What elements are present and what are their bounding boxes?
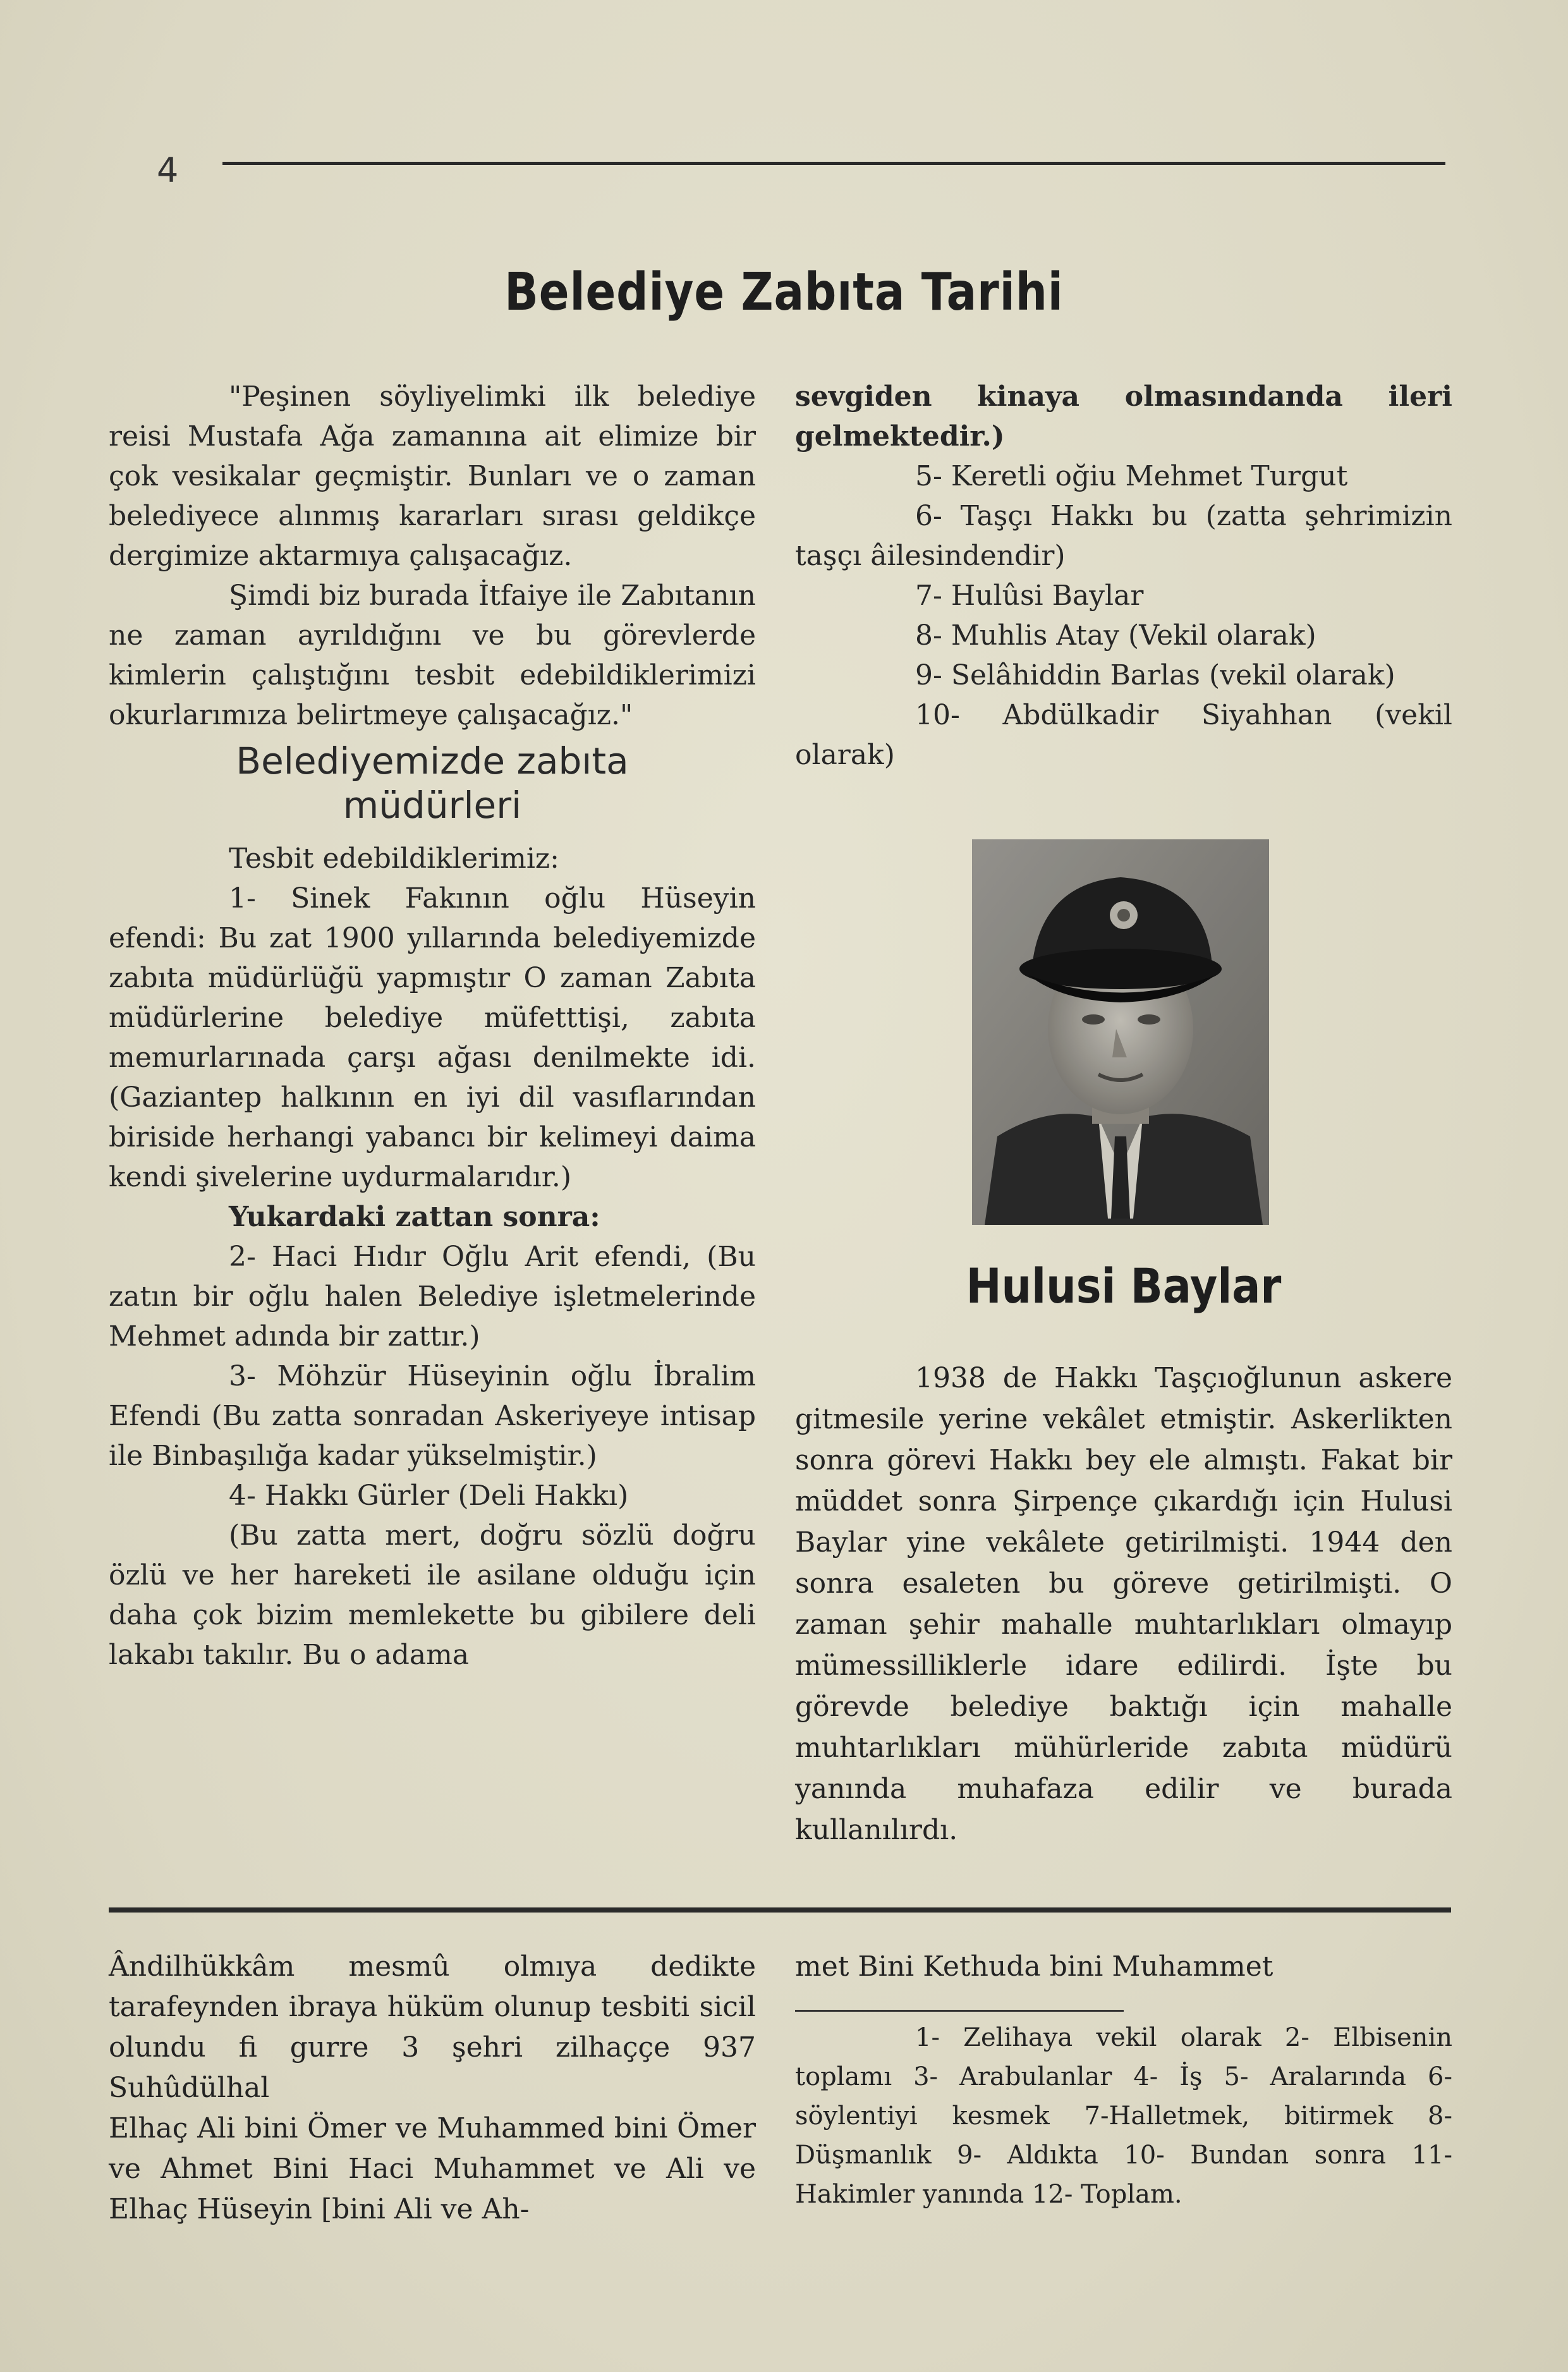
list-item-9: 9- Selâhiddin Barlas (vekil olarak) — [915, 659, 1395, 691]
portrait-photo-icon — [972, 839, 1269, 1225]
section-subheading — [109, 739, 756, 827]
bottom-left-text-1: Ândilhükkâm mesmû olmıya dedikte tarafeynden ibraya hüküm olunup tesbiti sicil olundu fi gurre 3 şehri zilhaççe 937 Suhûdülhal — [109, 1950, 756, 2104]
left-column — [109, 377, 756, 1675]
list-item-5: 5- Keretli oğiu Mehmet Turgut — [915, 460, 1348, 492]
list-item-4-body: (Bu zatta mert, doğru sözlü doğru özlü ve her hareketi ile asilane olduğu için daha çok bizim memlekette bu gibilere deli lakabı takılır. Bu o adama — [109, 1519, 756, 1671]
section-divider — [109, 1907, 1451, 1913]
footnotes: 1- Zelihaya vekil olarak 2- Elbisenin toplamı 3- Arabulanlar 4- İş 5- Aralarında 6- söylentiyi kesmek 7-Halletmek, bitirmek 8-Düşmanlık 9- Aldıkta 10- Bundan sonra 11- Hakimler yanında 12- Toplam. — [795, 2023, 1452, 2209]
bottom-right-text: met Bini Kethuda bini Muhammet — [795, 1950, 1273, 1983]
tesbit-line: Tesbit edebildiklerimiz: — [229, 842, 559, 875]
subheading-line-2: müdürleri — [343, 784, 522, 827]
list-item-4-title: 4- Hakkı Gürler (Deli Hakkı) — [229, 1480, 629, 1512]
hulusi-paragraph: 1938 de Hakkı Taşçıoğlunun askere gitmesile yerine vekâlet etmiştir. Askerlikten sonra görevi Hakkı bey ele almıştı. Fakat bir müddet sonra Şirpençe çıkardığı için Hulusi Baylar yine vekâlete getirilmişti. 1944 den sonra esaleten bu göreve getirilmişti. O zaman şehir mahalle muhtarlıkları olmayıp mümessilliklerle idare edilirdi. İşte bu görevde belediye baktığı için mahalle muhtarlıkları mühürleride zabıta müdürü yanında muhafaza edilir ve burada kullanılırdı. — [795, 1362, 1452, 1846]
list-item-8: 8- Muhlis Atay (Vekil olarak) — [915, 619, 1316, 652]
subheading-line-1: Belediyemizde zabıta — [236, 739, 629, 782]
bottom-left-text-2: Elhaç Ali bini Ömer ve Muhammed bini Ömer ve Ahmet Bini Haci Muhammet ve Ali ve Elhaç Hüseyin [bini Ali ve Ah- — [109, 2112, 756, 2225]
intro-paragraph-1: "Peşinen söyliyelimki ilk belediye reisi Mustafa Ağa zamanına ait elimize bir çok vesikalar geçmiştir. Bunları ve o zaman belediyece alınmış kararları sırası geldikçe dergimize aktarmıya çalışacağız. — [109, 380, 756, 572]
portrait-illustration — [972, 839, 1269, 1225]
list-item-2: 2- Haci Hıdır Oğlu Arit efendi, (Bu zatın bir oğlu halen Belediye işletmelerinde Mehmet adında bir zattır.) — [109, 1241, 756, 1353]
footnote-rule — [795, 2010, 1124, 2012]
page-number: 4 — [157, 150, 179, 190]
right-lower-paragraph — [795, 1358, 1452, 1851]
intro-paragraph-2: Şimdi biz burada İtfaiye ile Zabıtanın ne zaman ayrıldığını ve bu görevlerde kimlerin çalıştığını tesbit edebildiklerimizi okurlarımıza belirtmeye çalışacağız." — [109, 580, 756, 731]
bottom-right-column — [795, 1947, 1452, 2214]
article-title: Belediye Zabıta Tarihi — [504, 262, 1064, 322]
header-rule — [222, 162, 1445, 165]
list-item-10: 10- Abdülkadir Siyahhan (vekil olarak) — [795, 699, 1452, 771]
right-column — [795, 377, 1452, 775]
bottom-left-column — [109, 1947, 756, 2230]
list-item-6: 6- Taşçı Hakkı bu (zatta şehrimizin taşçı âilesindendir) — [795, 500, 1452, 572]
list-item-7: 7- Hulûsi Baylar — [915, 580, 1144, 612]
photo-caption: Hulusi Baylar — [966, 1258, 1282, 1314]
list-item-3: 3- Möhzür Hüseyinin oğlu İbralim Efendi (Bu zatta sonradan Askeriyeye intisap ile Binbaşılığa kadar yükselmiştir.) — [109, 1360, 756, 1472]
continued-text: sevgiden kinaya olmasındanda ileri gelmektedir.) — [795, 380, 1452, 453]
yukardaki-line: Yukardaki zattan sonra: — [229, 1201, 600, 1233]
list-item-1: 1- Sinek Fakının oğlu Hüseyin efendi: Bu zat 1900 yıllarında belediyemizde zabıta müdürlüğü yapmıştır O zaman Zabıta müdürlerine belediye müfetttişi, zabıta memurlarınada çarşı ağası denilmekte idi. (Gaziantep halkının en iyi dil vasıflarından biriside herhangi yabancı bir kelimeyi daima kendi şivelerine uydurmalarıdır.) — [109, 882, 756, 1193]
